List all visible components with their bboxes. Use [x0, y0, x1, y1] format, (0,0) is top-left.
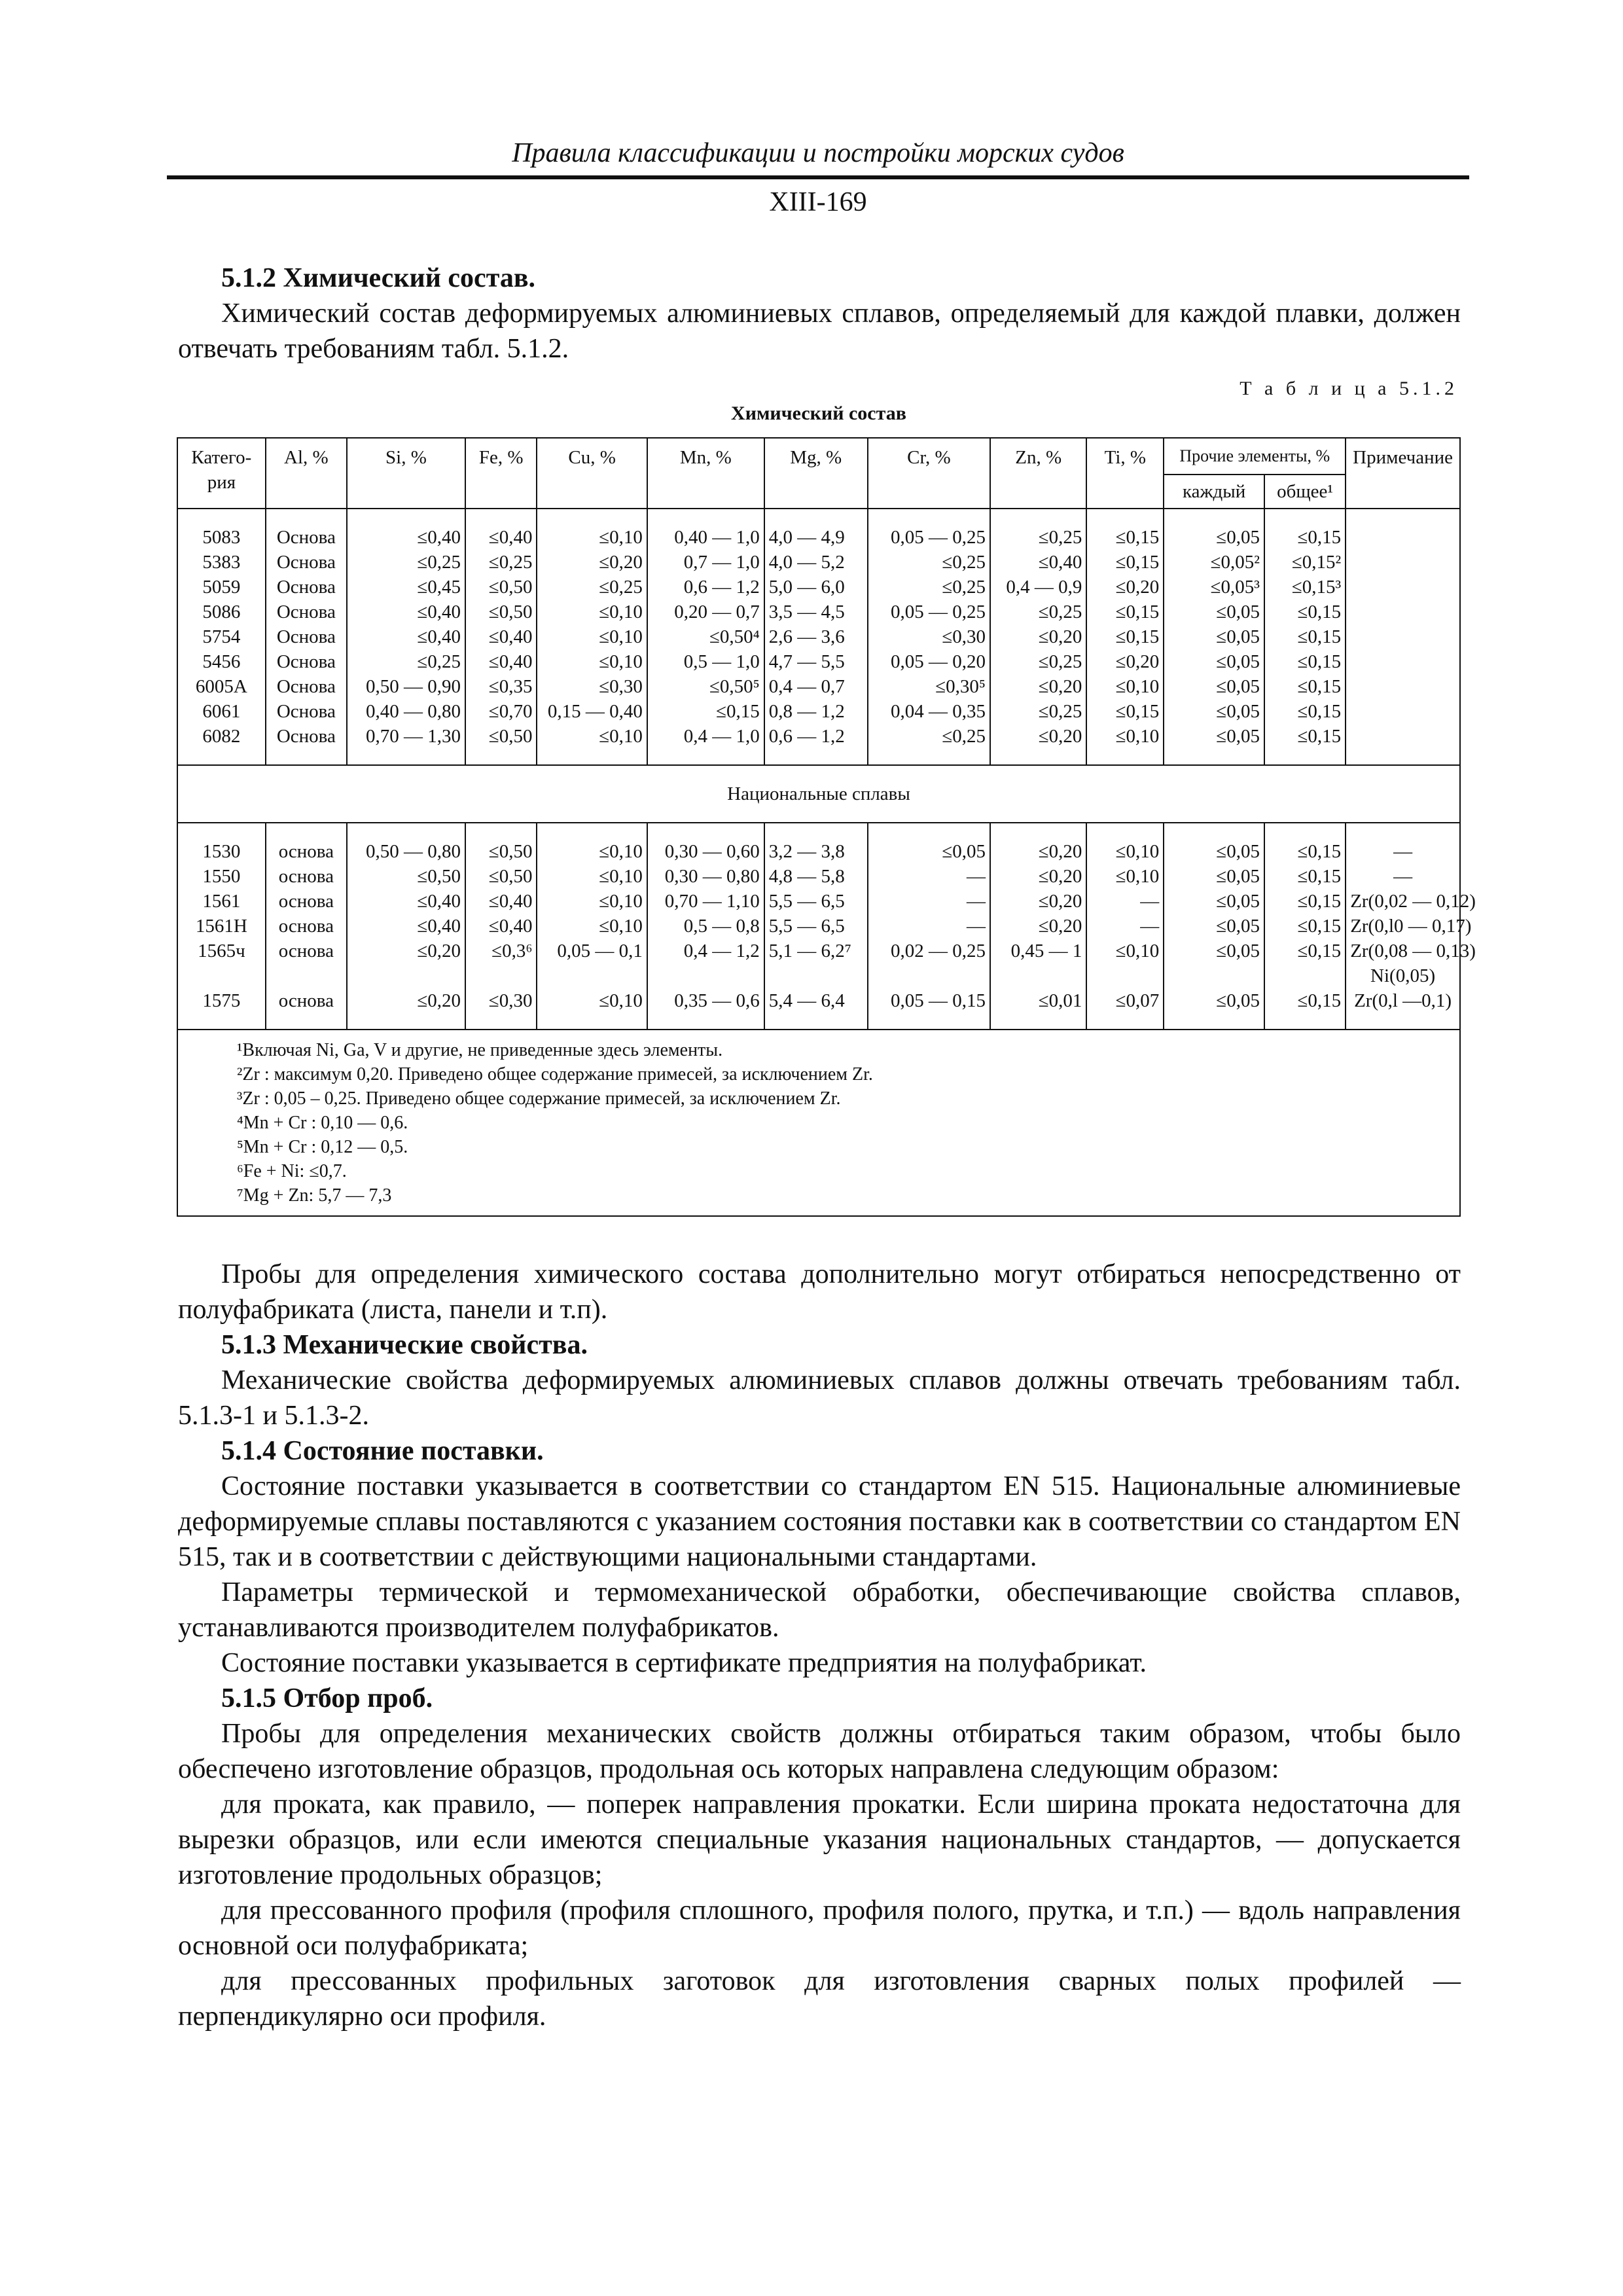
table-cell: ≤0,15: [1264, 699, 1346, 724]
table-cell: 0,70 — 1,10: [647, 889, 764, 914]
table-cell: 0,30 — 0,80: [647, 864, 764, 889]
table-label: Т а б л и ц а 5.1.2: [1240, 378, 1458, 399]
table-cell: 5,5 — 6,5: [764, 914, 868, 939]
col-header-cu: Cu, %: [537, 438, 647, 509]
table-row: [177, 864, 1460, 889]
table-cell: 2,6 — 3,6: [764, 624, 868, 649]
table-cell: 0,7 — 1,0: [647, 550, 764, 575]
alloy-category-cell: 5083: [177, 525, 266, 550]
table-cell: [1346, 674, 1460, 699]
table-cell: 0,02 — 0,25: [868, 939, 990, 963]
table-cell: ≤0,40: [465, 889, 537, 914]
table-cell: 4,7 — 5,5: [764, 649, 868, 674]
alloy-category-cell: 5086: [177, 600, 266, 624]
table-cell: ≤0,20: [990, 914, 1086, 939]
table-cell: ≤0,40: [465, 649, 537, 674]
table-cell: основа: [266, 939, 347, 963]
table-cell: Ni(0,05): [1346, 963, 1460, 988]
footnote: ²Zr : максимум 0,20. Приведено общее содержание примесей, за исключением Zr.: [237, 1064, 873, 1085]
national-alloys-label: Национальные сплавы: [177, 765, 1460, 823]
table-cell: ≤0,3⁶: [465, 939, 537, 963]
table-cell: ≤0,25: [868, 724, 990, 749]
table-cell: ≤0,25: [990, 699, 1086, 724]
table-cell: ≤0,20: [1086, 649, 1164, 674]
table-cell: ≤0,15: [1264, 839, 1346, 864]
table-cell: ≤0,10: [537, 839, 647, 864]
alloy-category-cell: 5456: [177, 649, 266, 674]
section-heading-5-1-3: 5.1.3 Механические свойства.: [221, 1330, 588, 1360]
table-cell: 5,5 — 6,5: [764, 889, 868, 914]
table-cell: ≤0,15: [1264, 988, 1346, 1013]
table-cell: ≤0,05: [1164, 699, 1264, 724]
table-cell: Zr(0,l0 — 0,17): [1346, 914, 1460, 939]
table-cell: 0,4 — 1,0: [647, 724, 764, 749]
paragraph: Пробы для определения механических свойств должны отбираться таким образом, чтобы было обеспечено изготовление образцов, продольная ось которых направлена следующим образом:: [178, 1719, 1461, 1784]
table-cell: ≤0,05: [1164, 889, 1264, 914]
section-heading-5-1-5: 5.1.5 Отбор проб.: [221, 1683, 433, 1713]
paragraph: Механические свойства деформируемых алюминиевых сплавов должны отвечать требованиям табл. 5.1.3-1 и 5.1.3-2.: [178, 1365, 1461, 1431]
table-cell: ≤0,25: [990, 600, 1086, 624]
table-cell: [1264, 963, 1346, 988]
table-cell: 0,05 — 0,15: [868, 988, 990, 1013]
alloy-category-cell: 5059: [177, 575, 266, 600]
table-cell: —: [868, 914, 990, 939]
alloy-category-cell: 5754: [177, 624, 266, 649]
paragraph: Состояние поставки указывается в соответствии со стандартом EN 515. Национальные алюминиевые деформируемые сплавы поставляются с указанием состояния поставки как в соответствии со стандартом EN 515, так и в соответствии с действующими национальными стандартами.: [178, 1471, 1461, 1572]
table-cell: 0,4 — 0,9: [990, 575, 1086, 600]
table-cell: Zr(0,08 — 0,13): [1346, 939, 1460, 963]
alloy-category-cell: 6061: [177, 699, 266, 724]
col-header-ti: Ti, %: [1086, 438, 1164, 509]
table-cell: ≤0,20: [347, 988, 465, 1013]
table-cell: [537, 963, 647, 988]
table-cell: ≤0,35: [465, 674, 537, 699]
paragraph: для прессованного профиля (профиля сплошного, профиля полого, прутка, и т.п.) — вдоль направления основной оси полуфабриката;: [178, 1895, 1461, 1961]
table-cell: Zr(0,l —0,1): [1346, 988, 1460, 1013]
col-header-total: общее¹: [1264, 475, 1346, 509]
col-header-category: Катего-рия: [177, 438, 266, 509]
table-cell: ≤0,10: [537, 600, 647, 624]
table-cell: ≤0,15: [1086, 699, 1164, 724]
table-cell: 0,05 — 0,20: [868, 649, 990, 674]
table-cell: ≤0,15: [1086, 600, 1164, 624]
national-alloys-body: [177, 823, 1476, 1030]
table-cell: 5,4 — 6,4: [764, 988, 868, 1013]
table-cell: ≤0,10: [1086, 939, 1164, 963]
table-cell: [647, 963, 764, 988]
table-cell: ≤0,25: [868, 550, 990, 575]
table-cell: 0,5 — 1,0: [647, 649, 764, 674]
table-cell: [764, 963, 868, 988]
table-cell: Основа: [266, 575, 347, 600]
table-cell: ≤0,05: [1164, 624, 1264, 649]
col-header-si: Si, %: [347, 438, 465, 509]
col-header-each: каждый: [1164, 475, 1264, 509]
table-cell: ≤0,50: [465, 724, 537, 749]
intro-section: [178, 260, 1461, 367]
table-cell: [1164, 963, 1264, 988]
table-cell: [868, 963, 990, 988]
col-header-mg: Mg, %: [764, 438, 868, 509]
table-row: [177, 550, 1460, 575]
table-cell: ≤0,05: [1164, 600, 1264, 624]
table-cell: ≤0,25: [990, 525, 1086, 550]
table-cell: ≤0,10: [537, 988, 647, 1013]
alloy-category-cell: [177, 963, 266, 988]
table-cell: [347, 963, 465, 988]
table-cell: 0,8 — 1,2: [764, 699, 868, 724]
table-cell: —: [1086, 914, 1164, 939]
table-cell: ≤0,30⁵: [868, 674, 990, 699]
table-cell: 0,6 — 1,2: [647, 575, 764, 600]
table-cell: ≤0,25: [537, 575, 647, 600]
table-row: [177, 525, 1460, 550]
table-cell: 0,50 — 0,80: [347, 839, 465, 864]
table-cell: [990, 963, 1086, 988]
table-cell: ≤0,10: [1086, 724, 1164, 749]
body-text: [178, 1257, 1461, 2034]
paragraph: Параметры термической и термомеханической обработки, обеспечивающие свойства сплавов, устанавливаются производителем полуфабрикатов.: [178, 1577, 1461, 1643]
table-cell: ≤0,05: [1164, 724, 1264, 749]
table-cell: [1346, 550, 1460, 575]
alloy-category-cell: 1575: [177, 988, 266, 1013]
col-header-other: Прочие элементы, %: [1164, 438, 1346, 475]
table-cell: [1346, 624, 1460, 649]
table-cell: ≤0,05: [1164, 864, 1264, 889]
table-cell: 0,40 — 1,0: [647, 525, 764, 550]
paragraph: Состояние поставки указывается в сертификате предприятия на полуфабрикат.: [221, 1648, 1147, 1678]
table-cell: —: [868, 864, 990, 889]
table-cell: ≤0,15³: [1264, 575, 1346, 600]
paragraph: для прессованных профильных заготовок для изготовления сварных полых профилей — перпендикулярно оси профиля.: [178, 1966, 1461, 2032]
table-cell: [1346, 699, 1460, 724]
table-cell: ≤0,40: [347, 525, 465, 550]
footnote: ⁴Mn + Cr : 0,10 — 0,6.: [237, 1113, 408, 1133]
table-row: [177, 988, 1460, 1013]
table-cell: ≤0,45: [347, 575, 465, 600]
table-cell: 4,0 — 5,2: [764, 550, 868, 575]
table-cell: [1346, 649, 1460, 674]
table-cell: ≤0,10: [537, 724, 647, 749]
running-header-title: Правила классификации и постройки морских судов: [512, 138, 1124, 168]
table-cell: ≤0,05: [1164, 649, 1264, 674]
col-header-mn: Mn, %: [647, 438, 764, 509]
table-cell: ≤0,10: [1086, 674, 1164, 699]
table-cell: ≤0,25: [465, 550, 537, 575]
table-row: [177, 914, 1460, 939]
alloy-category-cell: 1530: [177, 839, 266, 864]
table-cell: 5,1 — 6,2⁷: [764, 939, 868, 963]
table-cell: ≤0,15: [1264, 724, 1346, 749]
table-cell: ≤0,05: [1164, 674, 1264, 699]
table-cell: ≤0,01: [990, 988, 1086, 1013]
table-row: [177, 839, 1460, 864]
table-cell: ≤0,70: [465, 699, 537, 724]
table-cell: 0,4 — 1,2: [647, 939, 764, 963]
table-caption: Химический состав: [731, 403, 906, 424]
table-cell: ≤0,15: [1264, 649, 1346, 674]
table-cell: ≤0,20: [990, 624, 1086, 649]
table-cell: 0,05 — 0,1: [537, 939, 647, 963]
footnote: ⁵Mn + Cr : 0,12 — 0,5.: [237, 1137, 408, 1157]
col-header-fe: Fe, %: [465, 438, 537, 509]
table-cell: 0,70 — 1,30: [347, 724, 465, 749]
table-cell: ≤0,50: [465, 839, 537, 864]
table-cell: ≤0,40: [347, 914, 465, 939]
table-row: [177, 889, 1460, 914]
table-cell: ≤0,50: [465, 575, 537, 600]
table-cell: ≤0,20: [990, 674, 1086, 699]
table-cell: ≤0,40: [465, 525, 537, 550]
paragraph: для проката, как правило, — поперек направления прокатки. Если ширина проката недостаточна для вырезки образцов, или если имеются специальные указания национальных стандартов, — допускается изготовление продольных образцов;: [178, 1789, 1461, 1890]
table-cell: ≤0,10: [537, 889, 647, 914]
table-cell: ≤0,05: [1164, 988, 1264, 1013]
table-cell: ≤0,40: [347, 624, 465, 649]
table-cell: —: [1346, 839, 1460, 864]
table-cell: ≤0,50⁴: [647, 624, 764, 649]
table-cell: 0,50 — 0,90: [347, 674, 465, 699]
table-cell: ≤0,50: [465, 864, 537, 889]
table-cell: ≤0,50: [347, 864, 465, 889]
col-header-zn: Zn, %: [990, 438, 1086, 509]
table-cell: Основа: [266, 649, 347, 674]
table-row: [177, 699, 1460, 724]
section-heading-5-1-4: 5.1.4 Состояние поставки.: [221, 1436, 544, 1466]
alloy-category-cell: 5383: [177, 550, 266, 575]
table-cell: ≤0,50⁵: [647, 674, 764, 699]
table-cell: ≤0,10: [537, 914, 647, 939]
footnote: ³Zr : 0,05 – 0,25. Приведено общее содержание примесей, за исключением Zr.: [237, 1088, 841, 1109]
footnote: ¹Включая Ni, Ga, V и другие, не приведенные здесь элементы.: [237, 1040, 723, 1060]
table-cell: [1346, 600, 1460, 624]
table-cell: ≤0,25: [347, 649, 465, 674]
table-cell: ≤0,15: [1264, 889, 1346, 914]
intro-paragraph: Химический состав деформируемых алюминиевых сплавов, определяемый для каждой плавки, должен отвечать требованиям табл. 5.1.2.: [178, 298, 1461, 364]
chemical-composition-table: [177, 437, 1476, 1217]
table-cell: 5,0 — 6,0: [764, 575, 868, 600]
table-cell: ≤0,05: [1164, 839, 1264, 864]
table-cell: ≤0,20: [1086, 575, 1164, 600]
table-cell: ≤0,20: [537, 550, 647, 575]
footnote: ⁷Mg + Zn: 5,7 — 7,3: [237, 1185, 392, 1206]
table-row: [177, 724, 1460, 749]
section-heading-5-1-2: 5.1.2 Химический состав.: [221, 263, 536, 293]
table-row: [177, 624, 1460, 649]
table-cell: 0,45 — 1: [990, 939, 1086, 963]
table-footnotes: [177, 1030, 1460, 1216]
table-cell: ≤0,15: [1264, 864, 1346, 889]
table-cell: ≤0,15: [1264, 525, 1346, 550]
table-cell: ≤0,40: [990, 550, 1086, 575]
table-cell: 0,4 — 0,7: [764, 674, 868, 699]
table-cell: ≤0,15: [647, 699, 764, 724]
table-cell: ≤0,20: [347, 939, 465, 963]
table-cell: 3,5 — 4,5: [764, 600, 868, 624]
table-cell: ≤0,10: [1086, 839, 1164, 864]
table-cell: ≤0,10: [537, 649, 647, 674]
table-cell: 0,40 — 0,80: [347, 699, 465, 724]
table-cell: ≤0,25: [990, 649, 1086, 674]
table-cell: ≤0,20: [990, 889, 1086, 914]
table-cell: 0,35 — 0,6: [647, 988, 764, 1013]
standard-alloys-body: [177, 509, 1460, 765]
table-cell: 3,2 — 3,8: [764, 839, 868, 864]
table-cell: —: [868, 889, 990, 914]
table-cell: ≤0,05: [1164, 525, 1264, 550]
table-cell: [1346, 525, 1460, 550]
table-cell: —: [1086, 889, 1164, 914]
alloy-category-cell: 6005A: [177, 674, 266, 699]
alloy-category-cell: 1561Н: [177, 914, 266, 939]
table-cell: 0,05 — 0,25: [868, 525, 990, 550]
table-cell: Основа: [266, 600, 347, 624]
table-cell: Zr(0,02 — 0,12): [1346, 889, 1460, 914]
alloy-category-cell: 1565ч: [177, 939, 266, 963]
table-cell: ≤0,15: [1086, 624, 1164, 649]
table-cell: ≤0,40: [465, 624, 537, 649]
table-cell: [465, 963, 537, 988]
table-cell: ≤0,40: [347, 889, 465, 914]
table-cell: [1086, 963, 1164, 988]
table-cell: 0,30 — 0,60: [647, 839, 764, 864]
table-cell: 0,05 — 0,25: [868, 600, 990, 624]
table-cell: ≤0,05³: [1164, 575, 1264, 600]
table-cell: ≤0,15²: [1264, 550, 1346, 575]
table-cell: ≤0,15: [1264, 939, 1346, 963]
table-row: [177, 575, 1460, 600]
table-cell: 0,04 — 0,35: [868, 699, 990, 724]
table-cell: [266, 963, 347, 988]
table-cell: основа: [266, 914, 347, 939]
table-cell: ≤0,20: [990, 839, 1086, 864]
table-cell: Основа: [266, 674, 347, 699]
table-cell: 0,15 — 0,40: [537, 699, 647, 724]
table-row: [177, 939, 1460, 963]
table-cell: Основа: [266, 624, 347, 649]
table-cell: Основа: [266, 525, 347, 550]
footnote: ⁶Fe + Ni: ≤0,7.: [237, 1161, 347, 1181]
table-cell: ≤0,30: [465, 988, 537, 1013]
table-cell: 4,8 — 5,8: [764, 864, 868, 889]
table-cell: ≤0,15: [1264, 674, 1346, 699]
table-cell: ≤0,30: [868, 624, 990, 649]
table-cell: ≤0,30: [537, 674, 647, 699]
table-cell: ≤0,25: [347, 550, 465, 575]
table-cell: 0,6 — 1,2: [764, 724, 868, 749]
col-header-note: Примечание: [1346, 438, 1460, 509]
table-cell: ≤0,05²: [1164, 550, 1264, 575]
table-cell: —: [1346, 864, 1460, 889]
header-rule: [167, 175, 1469, 179]
table-cell: ≤0,15: [1086, 525, 1164, 550]
table-cell: ≤0,40: [347, 600, 465, 624]
table-cell: основа: [266, 864, 347, 889]
table-cell: ≤0,20: [990, 724, 1086, 749]
paragraph: Пробы для определения химического состава дополнительно могут отбираться непосредственно от полуфабриката (листа, панели и т.п).: [178, 1259, 1461, 1325]
table-cell: ≤0,05: [1164, 914, 1264, 939]
alloy-category-cell: 1561: [177, 889, 266, 914]
page-number: XIII-169: [769, 187, 867, 217]
alloy-category-cell: 1550: [177, 864, 266, 889]
table-cell: ≤0,15: [1264, 624, 1346, 649]
table-cell: 4,0 — 4,9: [764, 525, 868, 550]
table-cell: ≤0,40: [465, 914, 537, 939]
table-cell: ≤0,10: [537, 624, 647, 649]
table-cell: ≤0,20: [990, 864, 1086, 889]
table-cell: ≤0,50: [465, 600, 537, 624]
table-cell: Основа: [266, 699, 347, 724]
table-cell: Основа: [266, 724, 347, 749]
table-cell: основа: [266, 839, 347, 864]
table-cell: ≤0,15: [1264, 914, 1346, 939]
table-cell: ≤0,25: [868, 575, 990, 600]
table-cell: 0,20 — 0,7: [647, 600, 764, 624]
table-cell: 0,5 — 0,8: [647, 914, 764, 939]
table-row: [177, 649, 1460, 674]
col-header-al: Al, %: [266, 438, 347, 509]
table-cell: ≤0,07: [1086, 988, 1164, 1013]
table-cell: основа: [266, 988, 347, 1013]
table-cell: [1346, 724, 1460, 749]
table-cell: ≤0,10: [537, 525, 647, 550]
table-cell: [1346, 575, 1460, 600]
table-cell: ≤0,15: [1264, 600, 1346, 624]
col-header-cr: Cr, %: [868, 438, 990, 509]
table-cell: основа: [266, 889, 347, 914]
table-row: [177, 963, 1460, 988]
table-cell: ≤0,10: [537, 864, 647, 889]
table-cell: ≤0,05: [868, 839, 990, 864]
table-row: [177, 674, 1460, 699]
alloy-category-cell: 6082: [177, 724, 266, 749]
table-cell: ≤0,05: [1164, 939, 1264, 963]
table-cell: Основа: [266, 550, 347, 575]
table-cell: ≤0,15: [1086, 550, 1164, 575]
table-cell: ≤0,10: [1086, 864, 1164, 889]
table-row: [177, 600, 1460, 624]
